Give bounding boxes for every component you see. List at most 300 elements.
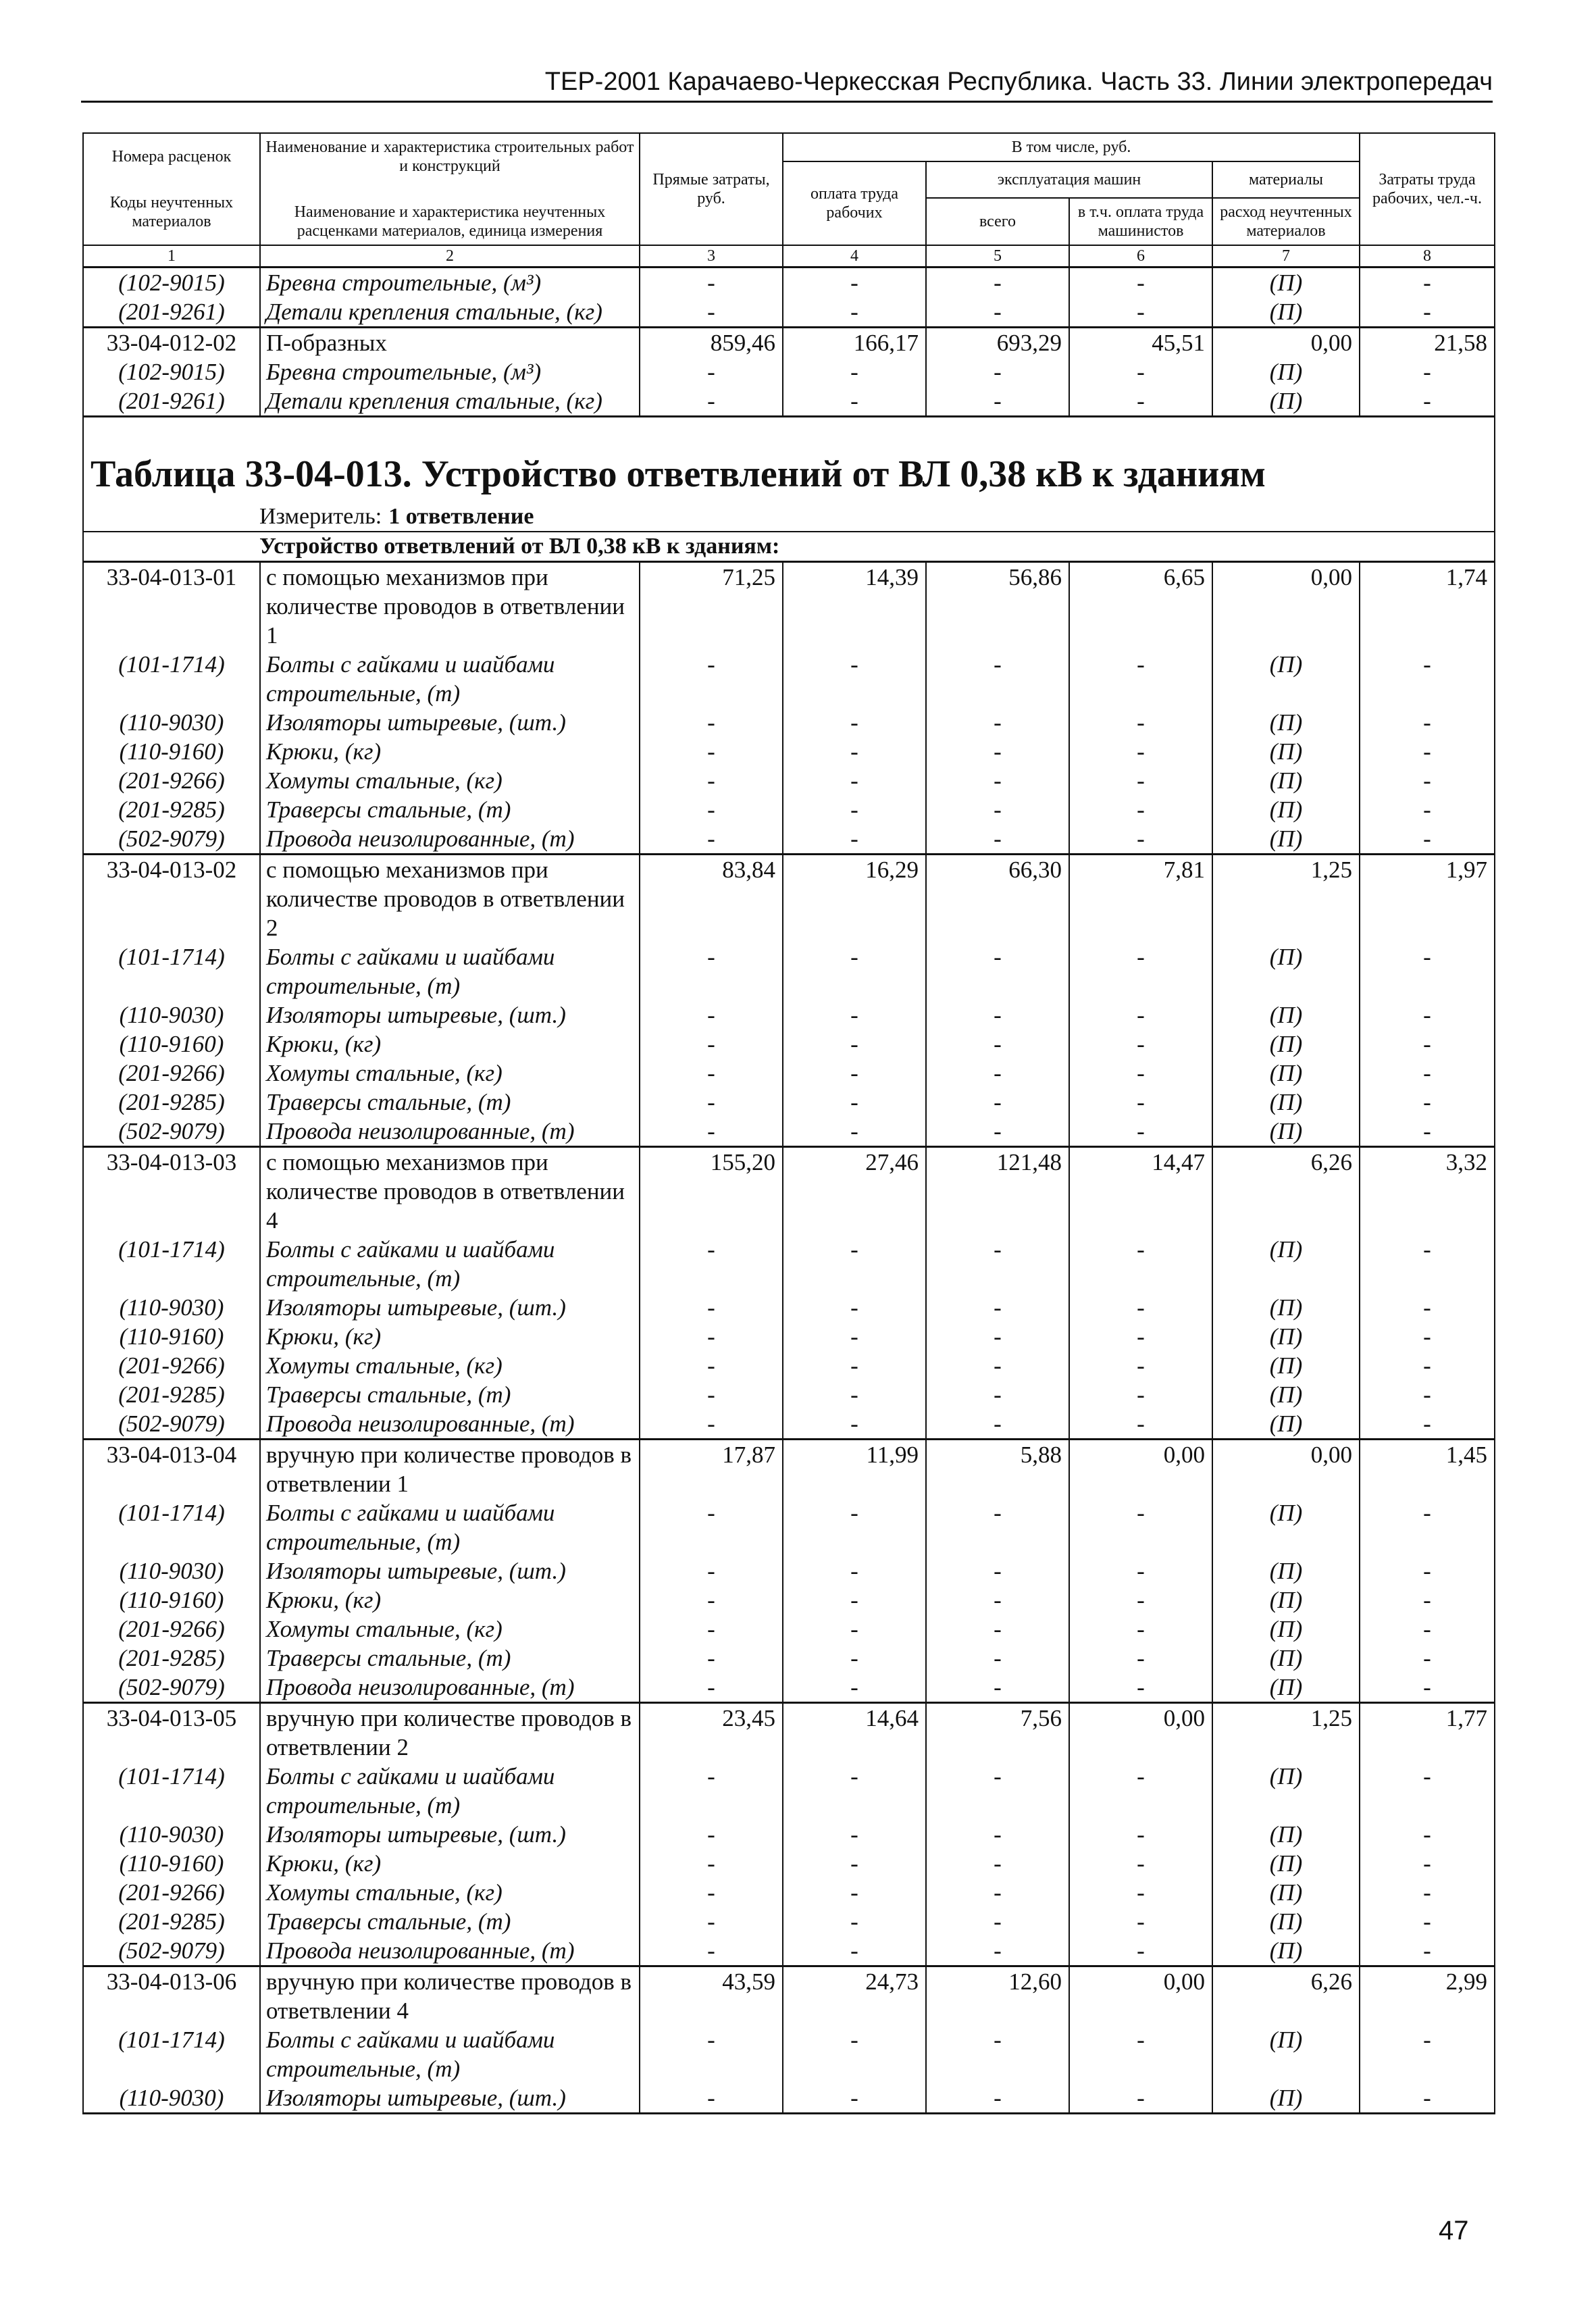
material-code: (502-9079) [83,1936,260,1966]
material-row [83,1088,1495,1117]
value-cell: - [1360,1936,1495,1966]
value-cell: 71,25 [640,562,783,651]
rate-row [83,1703,1495,1762]
material-code: (201-9266) [83,1615,260,1644]
value-cell: - [1360,737,1495,766]
value-cell: - [783,795,926,824]
value-cell: - [1360,1351,1495,1380]
rate-row [83,1440,1495,1499]
value-cell: - [926,1380,1069,1409]
value-cell: - [926,942,1069,1000]
material-row [83,1556,1495,1585]
value-cell: - [926,1030,1069,1059]
value-cell: 7,81 [1069,855,1212,943]
value-cell: - [783,1235,926,1293]
value-cell: - [926,1615,1069,1644]
value-cell: - [1069,1878,1212,1907]
rate-code: 33-04-013-06 [83,1966,260,2026]
material-code: (101-1714) [83,1235,260,1293]
value-cell: - [1360,824,1495,855]
material-name: Траверсы стальные, (т) [260,1644,640,1673]
value-cell: - [783,1615,926,1644]
value-cell: - [1360,1059,1495,1088]
value-cell: - [1360,297,1495,328]
col-header-2-top: Наименование и характеристика строительных работ и конструкций [265,138,634,175]
value-cell: - [1360,1380,1495,1409]
material-code: (110-9030) [83,1293,260,1322]
material-code: (201-9261) [83,297,260,328]
material-row [83,1380,1495,1409]
meter-value: 1 ответвление [388,504,534,529]
value-cell: - [1069,1673,1212,1703]
value-cell: 0,00 [1069,1703,1212,1762]
value-cell: - [783,1820,926,1849]
value-cell: 0,00 [1212,562,1360,651]
value-cell: - [1360,1000,1495,1030]
value-cell: - [1360,1849,1495,1878]
value-cell: - [783,650,926,708]
material-row [83,708,1495,737]
value-cell: - [926,737,1069,766]
value-cell: - [783,1380,926,1409]
value-cell: (П) [1212,1293,1360,1322]
material-code: (201-9266) [83,1878,260,1907]
work-name: вручную при количестве проводов в ответвлении 1 [260,1440,640,1499]
work-name: с помощью механизмов при количестве проводов в ответвлении 2 [260,855,640,943]
value-cell: - [926,1907,1069,1936]
material-row [83,297,1495,328]
value-cell: - [640,1088,783,1117]
value-cell: - [1069,357,1212,386]
value-cell: - [783,1556,926,1585]
material-code: (201-9285) [83,1380,260,1409]
section-title: Устройство ответвлений от ВЛ 0,38 кВ к зданиям: [83,532,1495,562]
value-cell: 0,00 [1069,1966,1212,2026]
material-code: (502-9079) [83,1409,260,1440]
material-code: (110-9030) [83,708,260,737]
value-cell: (П) [1212,1409,1360,1440]
value-cell: 14,39 [783,562,926,651]
value-cell: - [640,297,783,328]
value-cell: - [1360,268,1495,298]
material-row [83,1762,1495,1820]
value-cell: (П) [1212,766,1360,795]
value-cell: - [1069,1351,1212,1380]
value-cell: - [783,357,926,386]
value-cell: (П) [1212,1820,1360,1849]
value-cell: - [1360,1088,1495,1117]
material-row [83,2083,1495,2114]
value-cell: - [783,1849,926,1878]
value-cell: - [640,1878,783,1907]
value-cell: - [783,1585,926,1615]
value-cell: - [640,737,783,766]
value-cell: (П) [1212,737,1360,766]
col-header-1-bottom: Коды неучтенных материалов [109,194,234,230]
work-name: П-образных [260,328,640,358]
value-cell: (П) [1212,1088,1360,1117]
col-header-1-top: Номера расценок [111,148,232,166]
value-cell: - [640,824,783,855]
value-cell: - [1069,386,1212,417]
material-code: (110-9030) [83,2083,260,2114]
value-cell: - [926,1409,1069,1440]
value-cell: 1,97 [1360,855,1495,943]
value-cell: - [640,1235,783,1293]
value-cell: - [640,708,783,737]
value-cell: - [1360,1030,1495,1059]
value-cell: - [783,1936,926,1966]
value-cell: - [640,795,783,824]
value-cell: - [1360,1820,1495,1849]
value-cell: - [1069,1235,1212,1293]
material-name: Траверсы стальные, (т) [260,1907,640,1936]
material-name: Провода неизолированные, (т) [260,1673,640,1703]
material-name: Болты с гайками и шайбами строительные, (т) [260,650,640,708]
material-row [83,1673,1495,1703]
value-cell: - [926,1059,1069,1088]
value-cell: - [926,1351,1069,1380]
value-cell: - [1360,1673,1495,1703]
page-header: ТЕР-2001 Карачаево-Черкесская Республика. Часть 33. Линии электропередач [81,68,1493,103]
column-number-row [83,245,1495,268]
material-row [83,1615,1495,1644]
value-cell: - [1360,942,1495,1000]
material-code: (101-1714) [83,1498,260,1556]
value-cell: - [783,2083,926,2114]
value-cell: 6,65 [1069,562,1212,651]
value-cell: - [926,1322,1069,1351]
meter-cell [83,503,1495,532]
value-cell: - [640,766,783,795]
material-code: (110-9160) [83,1030,260,1059]
value-cell: - [926,268,1069,298]
rate-row [83,1966,1495,2026]
value-cell: - [926,357,1069,386]
value-cell: - [640,650,783,708]
value-cell: - [1069,1556,1212,1585]
section-row [83,532,1495,562]
value-cell: (П) [1212,1059,1360,1088]
material-row [83,1936,1495,1966]
value-cell: - [640,1936,783,1966]
col-number: 6 [1069,245,1212,268]
page-number: 47 [1439,2216,1469,2245]
material-code: (102-9015) [83,357,260,386]
value-cell: 121,48 [926,1147,1069,1236]
value-cell: (П) [1212,1351,1360,1380]
value-cell: - [783,942,926,1000]
value-cell: (П) [1212,650,1360,708]
material-code: (201-9285) [83,795,260,824]
value-cell: - [783,1117,926,1147]
material-name: Детали крепления стальные, (кг) [260,297,640,328]
value-cell: - [640,1030,783,1059]
value-cell: 5,88 [926,1440,1069,1499]
rate-row [83,562,1495,651]
work-name: вручную при количестве проводов в ответвлении 2 [260,1703,640,1762]
value-cell: - [783,1059,926,1088]
value-cell: - [1069,1936,1212,1966]
material-code: (110-9160) [83,1849,260,1878]
value-cell: - [640,1351,783,1380]
value-cell: - [926,1498,1069,1556]
material-name: Крюки, (кг) [260,1585,640,1615]
col-header-5: всего [926,198,1069,245]
work-name: вручную при количестве проводов в ответвлении 4 [260,1966,640,2026]
value-cell: (П) [1212,2025,1360,2083]
material-row [83,1293,1495,1322]
value-cell: - [1069,1030,1212,1059]
value-cell: - [783,268,926,298]
value-cell: - [1360,795,1495,824]
value-cell: - [1360,708,1495,737]
material-code: (502-9079) [83,1117,260,1147]
material-row [83,1409,1495,1440]
value-cell: - [926,708,1069,737]
material-name: Хомуты стальные, (кг) [260,1878,640,1907]
value-cell: - [640,1498,783,1556]
value-cell: - [926,1644,1069,1673]
value-cell: - [926,1088,1069,1117]
value-cell: - [1069,1907,1212,1936]
material-code: (201-9266) [83,1351,260,1380]
value-cell: - [926,1878,1069,1907]
material-name: Изоляторы штыревые, (шт.) [260,1000,640,1030]
value-cell: - [783,766,926,795]
material-code: (201-9266) [83,1059,260,1088]
value-cell: (П) [1212,2083,1360,2114]
value-cell: - [1069,824,1212,855]
material-code: (201-9261) [83,386,260,417]
material-row [83,1117,1495,1147]
material-row [83,766,1495,795]
col-header-2-bottom: Наименование и характеристика неучтенных расценками материалов, единица измерения [294,203,606,240]
material-name: Детали крепления стальные, (кг) [260,386,640,417]
value-cell: (П) [1212,1498,1360,1556]
value-cell: 1,45 [1360,1440,1495,1499]
value-cell: - [783,1351,926,1380]
value-cell: 6,26 [1212,1966,1360,2026]
value-cell: 3,32 [1360,1147,1495,1236]
material-row [83,824,1495,855]
value-cell: - [926,2083,1069,2114]
col-materials-header: материалы [1212,161,1360,198]
value-cell: 56,86 [926,562,1069,651]
material-row [83,2025,1495,2083]
value-cell: 166,17 [783,328,926,358]
value-cell: (П) [1212,1556,1360,1585]
rate-row [83,1147,1495,1236]
value-cell: (П) [1212,795,1360,824]
value-cell: - [783,708,926,737]
material-name: Болты с гайками и шайбами строительные, (т) [260,2025,640,2083]
value-cell: (П) [1212,357,1360,386]
value-cell: - [1069,1498,1212,1556]
col-header-6: в т.ч. оплата труда машинистов [1069,198,1212,245]
material-row [83,650,1495,708]
value-cell: (П) [1212,1878,1360,1907]
value-cell: - [926,1235,1069,1293]
col-number: 2 [260,245,640,268]
value-cell: - [783,1644,926,1673]
material-name: Изоляторы штыревые, (шт.) [260,1820,640,1849]
value-cell: - [640,1673,783,1703]
material-name: Хомуты стальные, (кг) [260,1351,640,1380]
col-number: 3 [640,245,783,268]
material-row [83,1907,1495,1936]
value-cell: 17,87 [640,1440,783,1499]
material-row [83,1235,1495,1293]
material-name: Бревна строительные, (м³) [260,268,640,298]
material-code: (101-1714) [83,1762,260,1820]
material-name: Болты с гайками и шайбами строительные, (т) [260,1498,640,1556]
value-cell: (П) [1212,708,1360,737]
value-cell: - [783,1088,926,1117]
col-header-8: Затраты труда рабочих, чел.-ч. [1360,133,1495,245]
value-cell: - [926,1556,1069,1585]
rate-code: 33-04-013-02 [83,855,260,943]
col-number: 4 [783,245,926,268]
material-row [83,1000,1495,1030]
value-cell: - [783,386,926,417]
material-name: Болты с гайками и шайбами строительные, (т) [260,942,640,1000]
value-cell: 7,56 [926,1703,1069,1762]
material-name: Крюки, (кг) [260,1322,640,1351]
material-row [83,1351,1495,1380]
material-row [83,386,1495,417]
material-code: (110-9030) [83,1820,260,1849]
value-cell: - [640,1380,783,1409]
table-title-row [83,417,1495,503]
value-cell: - [926,1585,1069,1615]
value-cell: - [1069,1293,1212,1322]
value-cell: - [926,1936,1069,1966]
value-cell: - [1360,1498,1495,1556]
value-cell: - [783,1762,926,1820]
material-row [83,1030,1495,1059]
value-cell: - [1360,1585,1495,1615]
value-cell: (П) [1212,386,1360,417]
col-exploit-header: эксплуатация машин [926,161,1212,198]
value-cell: (П) [1212,1585,1360,1615]
material-code: (201-9285) [83,1644,260,1673]
value-cell: - [640,268,783,298]
value-cell: - [926,824,1069,855]
value-cell: 83,84 [640,855,783,943]
value-cell: - [926,1293,1069,1322]
value-cell: - [1360,1615,1495,1644]
value-cell: - [783,1293,926,1322]
material-row [83,795,1495,824]
value-cell: - [640,1585,783,1615]
value-cell: - [926,1849,1069,1878]
material-code: (110-9160) [83,1322,260,1351]
value-cell: - [783,1000,926,1030]
value-cell: - [926,1673,1069,1703]
value-cell: (П) [1212,1322,1360,1351]
value-cell: 693,29 [926,328,1069,358]
value-cell: 23,45 [640,1703,783,1762]
material-name: Бревна строительные, (м³) [260,357,640,386]
material-row [83,942,1495,1000]
material-row [83,1498,1495,1556]
material-code: (101-1714) [83,2025,260,2083]
value-cell: - [1360,1117,1495,1147]
value-cell: (П) [1212,1030,1360,1059]
value-cell: - [1069,1585,1212,1615]
material-row [83,1644,1495,1673]
material-name: Хомуты стальные, (кг) [260,1059,640,1088]
value-cell: - [1360,1322,1495,1351]
material-name: Крюки, (кг) [260,1849,640,1878]
value-cell: 1,25 [1212,855,1360,943]
value-cell: 155,20 [640,1147,783,1236]
value-cell: 0,00 [1212,1440,1360,1499]
value-cell: - [1360,1907,1495,1936]
material-row [83,737,1495,766]
table-title: Таблица 33-04-013. Устройство ответвлений от ВЛ 0,38 кВ к зданиям [83,417,1495,503]
value-cell: 21,58 [1360,328,1495,358]
value-cell: - [1069,650,1212,708]
value-cell: - [926,297,1069,328]
value-cell: 859,46 [640,328,783,358]
material-name: Хомуты стальные, (кг) [260,1615,640,1644]
value-cell: (П) [1212,1615,1360,1644]
col-number: 1 [83,245,260,268]
value-cell: (П) [1212,1644,1360,1673]
value-cell: - [640,1615,783,1644]
value-cell: - [1069,1380,1212,1409]
value-cell: - [640,1820,783,1849]
value-cell: (П) [1212,824,1360,855]
value-cell: - [1069,268,1212,298]
value-cell: 24,73 [783,1966,926,2026]
rate-code: 33-04-013-03 [83,1147,260,1236]
value-cell: - [1069,1409,1212,1440]
material-name: Изоляторы штыревые, (шт.) [260,1556,640,1585]
col-number: 5 [926,245,1069,268]
value-cell: - [783,824,926,855]
header-row-1 [83,133,1495,161]
value-cell: 45,51 [1069,328,1212,358]
value-cell: (П) [1212,942,1360,1000]
value-cell: - [926,650,1069,708]
value-cell: - [640,357,783,386]
material-row [83,268,1495,298]
value-cell: - [1360,766,1495,795]
rates-table [82,132,1495,2114]
value-cell: 16,29 [783,855,926,943]
value-cell: - [640,1000,783,1030]
value-cell: - [640,2083,783,2114]
value-cell: - [783,1322,926,1351]
material-name: Изоляторы штыревые, (шт.) [260,2083,640,2114]
value-cell: (П) [1212,1117,1360,1147]
value-cell: - [1360,1878,1495,1907]
value-cell: - [640,1059,783,1088]
material-name: Траверсы стальные, (т) [260,795,640,824]
value-cell: 14,64 [783,1703,926,1762]
value-cell: - [640,1556,783,1585]
material-row [83,1059,1495,1088]
value-cell: (П) [1212,1673,1360,1703]
value-cell: - [926,1117,1069,1147]
material-name: Болты с гайками и шайбами строительные, (т) [260,1762,640,1820]
value-cell: - [1069,1644,1212,1673]
value-cell: - [1360,1556,1495,1585]
value-cell: (П) [1212,268,1360,298]
